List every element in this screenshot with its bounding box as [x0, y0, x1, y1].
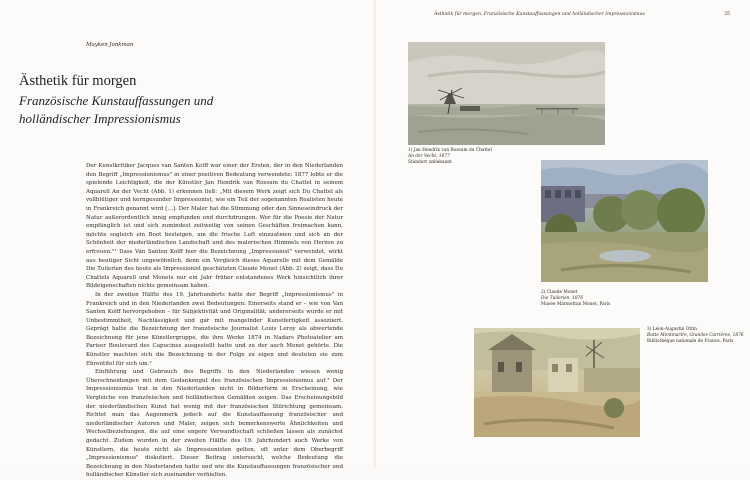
figure-3-image	[474, 328, 640, 437]
caption-line: 1) Jan Hendrik van Rossum du Chattel	[408, 148, 492, 153]
figure-1-caption	[408, 148, 492, 167]
caption-line: Die Tuilerien, 1876	[541, 296, 584, 302]
figure-1-image	[408, 42, 605, 145]
author-name: Mayken Jonkman	[86, 42, 134, 48]
caption-line: Standort unbekannt	[408, 160, 452, 166]
body-paragraph: Der Kunstkritiker Jacques van Santen Kolff war einer der Ersten, der in den Niederlanden den Begriff „Impressionismus" in einer positiven Bedeutung verwendete: 1877 lobte er die spielende Leichtigkeit, die der Künstler Jan Hendrik van Rossum du Chattel in seinem Aquarell An der Vecht (Abb. 1) erkennen ließ: „Mit diesem Werk zeigt sich Du Chattel als vollblütiger und kerngesunder Impressionist, wie ein Teil der sogenannten Realisten heute in Frankreich genannt wird […]. Der Maler hat die Stimmung oder den Sinneseindruck der Natur außerordentlich innig empfunden und durchdrungen. Wer für die Poesie der Natur empfänglich ist und sich zumindest zeitweilig von seinen Geschäften freimachen kann, möchte sogleich ein Boot besteigen, um die frische Luft einzuatmen und sich an der Schönheit der niederländischen Landschaft und des malerischen Himmels von Herzen zu erfreuen."¹ Dass Van Santen Kolff hier die Bezeichnung „Impressionist" verwendet, wirkt aus heutiger Sicht ungewöhnlich, denn ein Vergleich dieses Aquarells mit dem Gemälde Die Tuilerien des heute als Impressionist geschätzten Claude Monet (Abb. 2) zeigt, dass Du Chattels Aquarell und Monets nur ein Jahr früher entstandenes Werk hinsichtlich ihrer Bildeigenschaften nichts gemeinsam haben.	[86, 163, 343, 290]
chapter-title: Ästhetik für morgen	[19, 73, 137, 89]
page-gutter	[374, 0, 376, 468]
body-paragraph: In der zweiten Hälfte des 19. Jahrhunderts hatte der Begriff „Impressionismus" in Frankreich und in den Niederlanden zwei Bedeutungen: Einerseits stand er – wie von Van Santen Kolff hervorgehoben – für Subjektivität und Originalität; andererseits wurde er mit Unbestimmtheit, Nachlässigkeit und gar mit mangelnder Kunstfertigkeit assoziiert. Geprägt hatte die Bezeichnung der französische Journalist Louis Leroy als abwertende Bezeichnung für jene Künstlergruppe, die ihre Werke 1874 in Nadars Photoatelier am Pariser Boulevard des Capucines ausgestellt hatte und zu der auch Monet gehörte. Die Künstler machten sich die Bezeichnung in der Folge zu eigen und deuteten sie zum Ehrentitel für sich um.²	[86, 291, 343, 367]
caption-line: 2) Claude Monet	[541, 290, 578, 295]
figure-2-painting	[541, 160, 708, 282]
chapter-subtitle: Französische Kunstauffassungen und holländischer Impressionismus	[19, 93, 214, 126]
caption-line: Bibliothèque nationale de France, Paris	[647, 339, 734, 345]
caption-line: Butte Montmartre, Grandes Carrières, 1876	[647, 333, 744, 339]
page-number: 35	[724, 12, 731, 17]
figure-1-painting	[408, 42, 605, 145]
body-text	[86, 162, 343, 480]
body-paragraph: Einführung und Gebrauch des Begriffs in den Niederlanden wiesen wenig Überschneidungen mit dem Gedankengut des französischen Impressionismus auf.³ Der Impressionismus trat in den Niederlanden nicht in Bilderform in Erscheinung, wie Vergleiche von französischen und holländischen Gemälden zeigen. Das Erscheinungsbild der niederländischen Kunst hat wenig mit der französischen Stilrichtung gemeinsam. Richtet man das Augenmerk jedoch auf die Kunstauffassung französischer und niederländischer Autoren und Maler, zeigen sich bemerkenswerte Ähnlichkeiten und Wechselbeziehungen, die auf eine engere Verwandtschaft schließen lassen als zunächst gedacht. Zudem wurden in der zweiten Hälfte des 19. Jahrhundert auch Werke von Künstlern, die heute nicht als Impressionisten gelten, oft unter dem Oberbegriff „Impressionismus" diskutiert. Dieser Beitrag untersucht, welche Bedeutung die Bezeichnung in den Niederlanden hatte und wie die Kunstauffassungen französischer und holländischer Künstler sich zueinander verhielten.	[86, 369, 343, 479]
figure-3-caption	[647, 327, 747, 346]
running-head: Ästhetik für morgen. Französische Kunstauffassungen und holländischer Impressionismus	[434, 12, 645, 17]
figure-2-caption	[541, 290, 610, 309]
figure-3-painting	[474, 328, 640, 437]
caption-line: 3) Léon-Augustin Ottin	[647, 327, 697, 332]
caption-line: An der Vecht, 1877	[408, 154, 450, 160]
caption-line: Musée Marmottan Monet, Paris	[541, 302, 611, 308]
figure-2-image	[541, 160, 708, 282]
